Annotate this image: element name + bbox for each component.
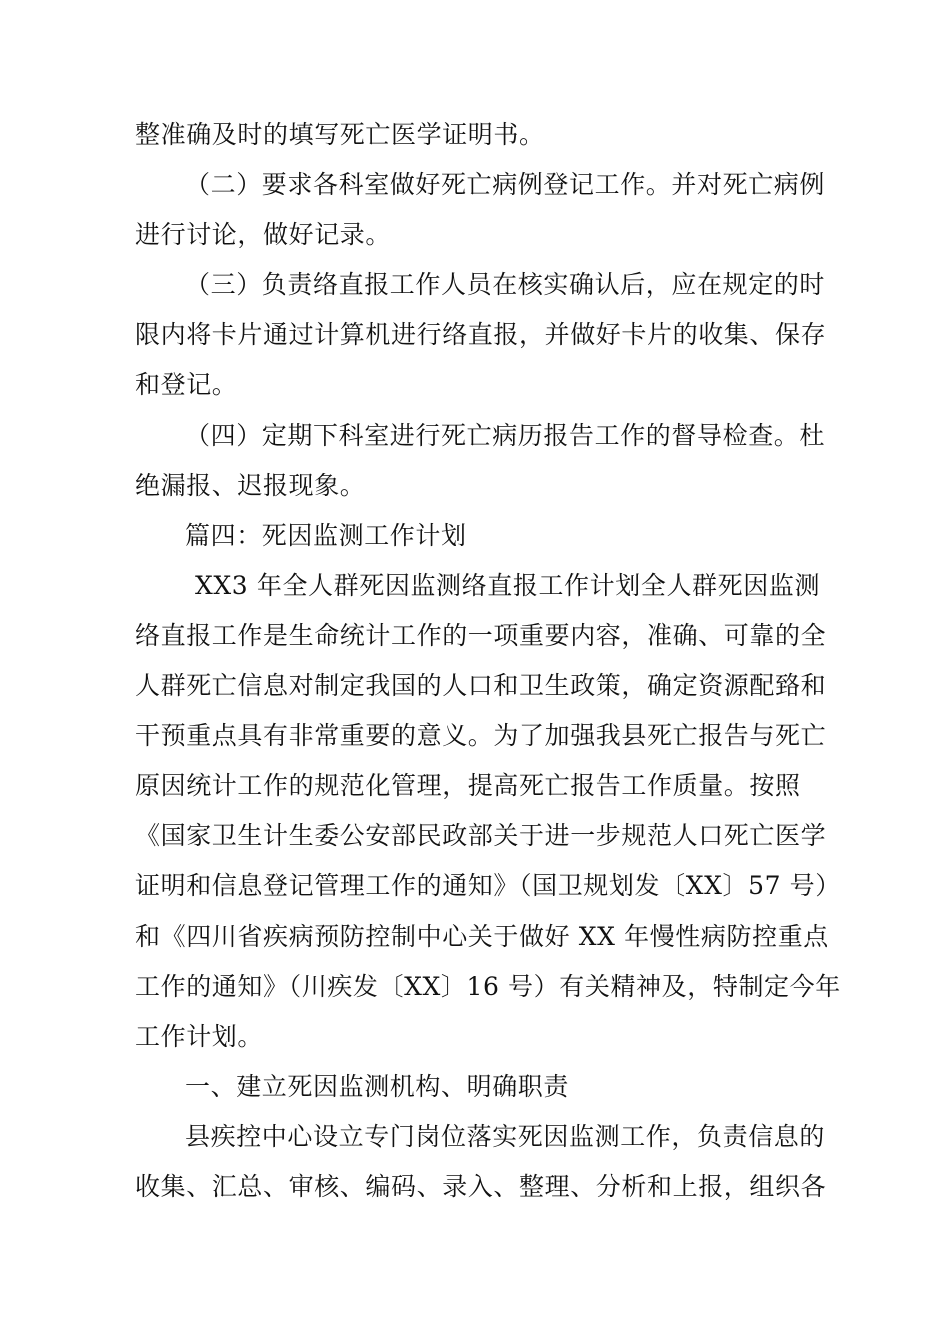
document-body: [135, 110, 841, 1212]
body-line: 进行讨论，做好记录。: [135, 220, 392, 250]
body-line: 限内将卡片通过计算机进行络直报，并做好卡片的收集、保存: [135, 320, 827, 350]
body-line: （二）要求各科室做好死亡病例登记工作。并对死亡病例: [185, 170, 826, 200]
body-line: 原因统计工作的规范化管理，提高死亡报告工作质量。按照: [135, 771, 801, 801]
body-line: 和登记。: [135, 370, 238, 400]
body-line: 县疾控中心设立专门岗位落实死因监测工作，负责信息的: [185, 1121, 826, 1151]
section-heading: 篇四：死因监测工作计划: [185, 520, 467, 550]
body-line: 整准确及时的填写死亡医学证明书。: [135, 120, 545, 149]
body-line: XX3 年全人群死因监测络直报工作计划全人群死因监测: [195, 570, 821, 600]
body-line: （三）负责络直报工作人员在核实确认后，应在规定的时: [185, 270, 826, 300]
body-line: 络直报工作是生命统计工作的一项重要内容，准确、可靠的全: [135, 620, 827, 650]
section-heading: 一、建立死因监测机构、明确职责: [185, 1071, 570, 1101]
body-line: 干预重点具有非常重要的意义。为了加强我县死亡报告与死亡: [135, 721, 827, 751]
body-line: 工作计划。: [135, 1021, 264, 1051]
body-line: （四）定期下科室进行死亡病历报告工作的督导检查。杜: [185, 420, 826, 450]
body-line: 收集、汇总、审核、编码、录入、整理、分析和上报，组织各: [135, 1171, 827, 1201]
body-line: 证明和信息登记管理工作的通知》（国卫规划发〔XX〕57 号）: [135, 871, 841, 901]
body-line: 和《四川省疾病预防控制中心关于做好 XX 年慢性病防控重点: [135, 921, 829, 951]
body-line: 工作的通知》（川疾发〔XX〕16 号）有关精神及，特制定今年: [135, 971, 841, 1001]
body-line: 《国家卫生计生委公安部民政部关于进一步规范人口死亡医学: [135, 821, 827, 851]
body-line: 绝漏报、迟报现象。: [135, 470, 366, 500]
body-line: 人群死亡信息对制定我国的人口和卫生政策，确定资源配臵和: [135, 671, 827, 701]
